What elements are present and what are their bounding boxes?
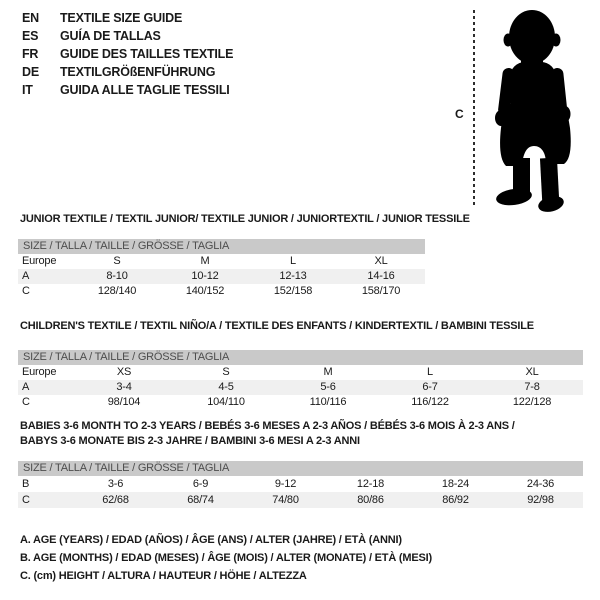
row-label: A xyxy=(22,381,30,393)
babies-title-line1: BABIES 3-6 MONTH TO 2-3 YEARS / BEBÉS 3-6 MESES A 2-3 AÑOS / BÉBÉS 3-6 MOIS À 2-3 ANS / xyxy=(20,420,515,432)
height-cell: 68/74 xyxy=(187,494,214,506)
size-cell: XL xyxy=(525,366,539,378)
language-row-en xyxy=(22,9,233,27)
table-row xyxy=(18,395,583,410)
height-cell: 110/116 xyxy=(309,396,347,408)
height-figure xyxy=(450,0,600,215)
height-cell: 116/122 xyxy=(411,396,449,408)
table-row xyxy=(18,476,583,492)
height-cell: 152/158 xyxy=(273,285,313,297)
row-label: Europe xyxy=(22,366,57,378)
row-label: C xyxy=(22,494,30,506)
table-row xyxy=(18,269,425,284)
age-cell: 12-18 xyxy=(356,478,385,490)
age-cell: 10-12 xyxy=(191,270,219,282)
age-cell: 24-36 xyxy=(526,478,555,490)
size-cell: S xyxy=(222,366,230,378)
junior-table-title: JUNIOR TEXTILE / TEXTIL JUNIOR/ TEXTILE JUNIOR / JUNIORTEXTIL / JUNIOR TESSILE xyxy=(20,213,470,225)
age-cell: 3-6 xyxy=(107,478,124,490)
toddler-silhouette-icon xyxy=(488,8,583,213)
table-row xyxy=(18,365,583,380)
table-row xyxy=(18,492,583,508)
size-cell: S xyxy=(113,255,121,267)
height-cell: 98/104 xyxy=(107,396,141,408)
height-cell: 74/80 xyxy=(272,494,299,506)
size-cell: M xyxy=(200,255,210,267)
language-code: IT xyxy=(22,83,33,97)
junior-table-header: SIZE / TALLA / TAILLE / GRÖSSE / TAGLIA xyxy=(18,239,425,254)
height-cell: 80/86 xyxy=(357,494,384,506)
language-code: DE xyxy=(22,65,39,79)
babies-table-title xyxy=(20,419,515,449)
size-cell: XS xyxy=(116,366,132,378)
height-cell: 86/92 xyxy=(442,494,469,506)
children-size-table xyxy=(18,350,583,410)
age-cell: 4-5 xyxy=(218,381,234,393)
age-cell: 6-7 xyxy=(422,381,438,393)
table-row xyxy=(18,284,425,299)
size-cell: XL xyxy=(374,255,388,267)
guide-title-de: TEXTILGRÖßENFÜHRUNG xyxy=(60,65,216,79)
table-row xyxy=(18,254,425,269)
row-label: A xyxy=(22,270,30,282)
height-dashed-line xyxy=(473,10,475,207)
note-age-years: A. AGE (YEARS) / EDAD (AÑOS) / ÂGE (ANS) / ALTER (JAHRE) / ETÀ (ANNI) xyxy=(20,534,402,546)
age-cell: 5-6 xyxy=(320,381,336,393)
language-title-block xyxy=(22,9,233,99)
size-cell: L xyxy=(427,366,433,378)
babies-size-table xyxy=(18,461,583,508)
guide-title-fr: GUIDE DES TAILLES TEXTILE xyxy=(60,47,234,61)
row-label: Europe xyxy=(22,255,57,267)
height-cell: 128/140 xyxy=(97,285,137,297)
language-row-de xyxy=(22,63,233,81)
height-cell: 122/128 xyxy=(512,396,552,408)
age-cell: 12-13 xyxy=(279,270,307,282)
guide-title-en: TEXTILE SIZE GUIDE xyxy=(60,11,183,25)
note-age-months: B. AGE (MONTHS) / EDAD (MESES) / ÂGE (MOIS) / ALTER (MONATE) / ETÀ (MESI) xyxy=(20,552,432,564)
legend-notes xyxy=(20,531,432,585)
height-cell: 140/152 xyxy=(185,285,225,297)
row-label: B xyxy=(22,478,30,490)
guide-title-es: GUÍA DE TALLAS xyxy=(60,29,161,43)
language-code: ES xyxy=(22,29,39,43)
age-cell: 9-12 xyxy=(274,478,297,490)
row-label: C xyxy=(22,396,30,408)
size-cell: M xyxy=(323,366,333,378)
height-measure-label: C xyxy=(455,107,464,121)
junior-size-table xyxy=(18,239,425,299)
children-table-title: CHILDREN'S TEXTILE / TEXTIL NIÑO/A / TEXTILE DES ENFANTS / KINDERTEXTIL / BAMBINI TESSILE xyxy=(20,320,534,332)
babies-title-line2: BABYS 3-6 MONATE BIS 2-3 JAHRE / BAMBINI 3-6 MESI A 2-3 ANNI xyxy=(20,435,360,447)
babies-table-header: SIZE / TALLA / TAILLE / GRÖSSE / TAGLIA xyxy=(18,461,583,476)
children-table-header: SIZE / TALLA / TAILLE / GRÖSSE / TAGLIA xyxy=(18,350,583,365)
size-cell: L xyxy=(290,255,296,267)
language-code: EN xyxy=(22,11,39,25)
row-label: C xyxy=(22,285,30,297)
height-cell: 104/110 xyxy=(207,396,245,408)
height-cell: 158/170 xyxy=(361,285,401,297)
age-cell: 3-4 xyxy=(116,381,132,393)
guide-title-it: GUIDA ALLE TAGLIE TESSILI xyxy=(60,83,230,97)
age-cell: 7-8 xyxy=(524,381,540,393)
age-cell: 14-16 xyxy=(367,270,395,282)
language-row-fr xyxy=(22,45,233,63)
age-cell: 18-24 xyxy=(441,478,470,490)
language-code: FR xyxy=(22,47,39,61)
age-cell: 6-9 xyxy=(192,478,209,490)
table-row xyxy=(18,380,583,395)
note-height-cm: C. (cm) HEIGHT / ALTURA / HAUTEUR / HÖHE / ALTEZZA xyxy=(20,570,307,582)
language-row-es xyxy=(22,27,233,45)
height-cell: 92/98 xyxy=(527,494,554,506)
height-cell: 62/68 xyxy=(102,494,129,506)
language-row-it xyxy=(22,81,233,99)
age-cell: 8-10 xyxy=(106,270,128,282)
